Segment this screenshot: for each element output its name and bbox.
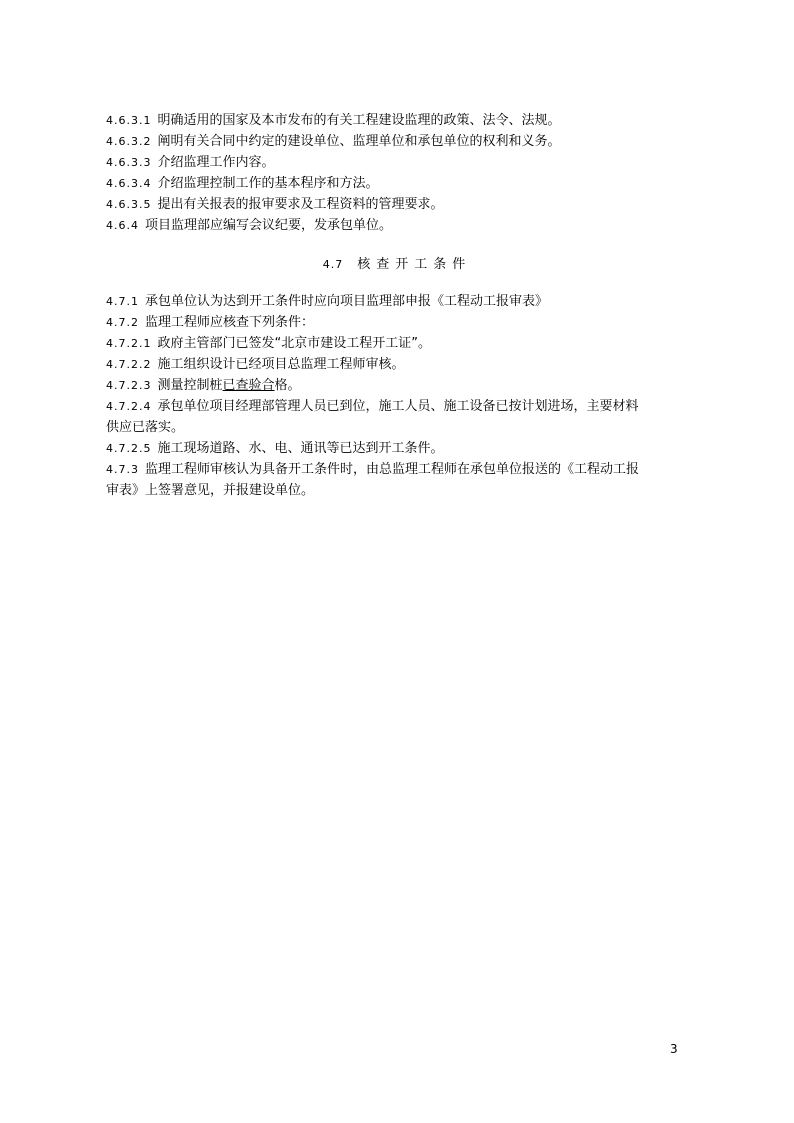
clause-text: 施工组织设计已经项目总监理工程师审核。 xyxy=(157,357,405,372)
clause-text: 政府主管部门已签发“北京市建设工程开工证”。 xyxy=(157,336,431,351)
section-heading xyxy=(0,254,794,275)
clause-number: 4.7.2.2 xyxy=(106,358,152,371)
clause-number: 4.6.3.5 xyxy=(106,198,152,211)
clause-4-7-2-2 xyxy=(106,354,706,375)
clause-number: 4.6.3.2 xyxy=(106,135,152,148)
clause-4-7-3-continuation xyxy=(106,480,706,501)
clause-4-7-2-4 xyxy=(106,396,706,417)
clause-4-7-2-1 xyxy=(106,333,706,354)
clause-4-7-3 xyxy=(106,459,706,480)
clause-4-7-2-5 xyxy=(106,438,706,459)
clause-4-6-4 xyxy=(106,215,706,236)
clause-4-6-3-1 xyxy=(106,110,706,131)
clause-number: 4.7.2.4 xyxy=(106,400,152,413)
clause-number: 4.7.2.3 xyxy=(106,379,152,392)
clause-number: 4.6.3.4 xyxy=(106,177,152,190)
clause-text-suffix: 格。 xyxy=(274,378,301,393)
clause-text-prefix: 测量控制桩 xyxy=(157,378,223,393)
clause-4-7-1 xyxy=(106,291,706,312)
clause-4-6-3-4 xyxy=(106,173,706,194)
section-number: 4.7 xyxy=(322,258,344,271)
clause-number: 4.7.3 xyxy=(106,463,139,476)
clause-text: 介绍监理控制工作的基本程序和方法。 xyxy=(157,176,379,191)
section-title: 核查开工条件 xyxy=(357,257,472,272)
clause-text-underlined: 已查验合 xyxy=(222,378,275,393)
clause-number: 4.6.3.1 xyxy=(106,114,152,127)
clause-text: 承包单位项目经理部管理人员已到位，施工人员、施工设备已按计划进场，主要材料 xyxy=(157,399,639,414)
clause-text: 阐明有关合同中约定的建设单位、监理单位和承包单位的权利和义务。 xyxy=(157,134,561,149)
clause-4-6-3-5 xyxy=(106,194,706,215)
clause-number: 4.7.2.1 xyxy=(106,337,152,350)
clause-number: 4.7.2 xyxy=(106,316,139,329)
clause-text: 供应已落实。 xyxy=(106,420,185,435)
clause-4-7-2-4-continuation xyxy=(106,417,706,438)
clause-4-7-2 xyxy=(106,312,706,333)
clause-text: 监理工程师应核查下列条件： xyxy=(145,315,315,330)
clause-text: 监理工程师审核认为具备开工条件时，由总监理工程师在承包单位报送的《工程动工报 xyxy=(145,462,640,477)
clause-text: 介绍监理工作内容。 xyxy=(157,155,275,170)
clause-text: 承包单位认为达到开工条件时应向项目监理部申报《工程动工报审表》 xyxy=(145,294,549,309)
clause-4-7-2-3 xyxy=(106,375,706,396)
clause-text: 施工现场道路、水、电、通讯等已达到开工条件。 xyxy=(157,441,444,456)
clause-number: 4.6.3.3 xyxy=(106,156,152,169)
clause-text: 项目监理部应编写会议纪要，发承包单位。 xyxy=(145,218,393,233)
clause-number: 4.7.2.5 xyxy=(106,442,152,455)
clause-4-6-3-3 xyxy=(106,152,706,173)
clause-text: 审表》上签署意见，并报建设单位。 xyxy=(106,483,315,498)
clause-text: 提出有关报表的报审要求及工程资料的管理要求。 xyxy=(157,197,444,212)
clause-number: 4.7.1 xyxy=(106,295,139,308)
clause-4-6-3-2 xyxy=(106,131,706,152)
clause-text: 明确适用的国家及本市发布的有关工程建设监理的政策、法令、法规。 xyxy=(157,113,561,128)
clause-number: 4.6.4 xyxy=(106,219,139,232)
page-number: 3 xyxy=(670,1042,678,1056)
